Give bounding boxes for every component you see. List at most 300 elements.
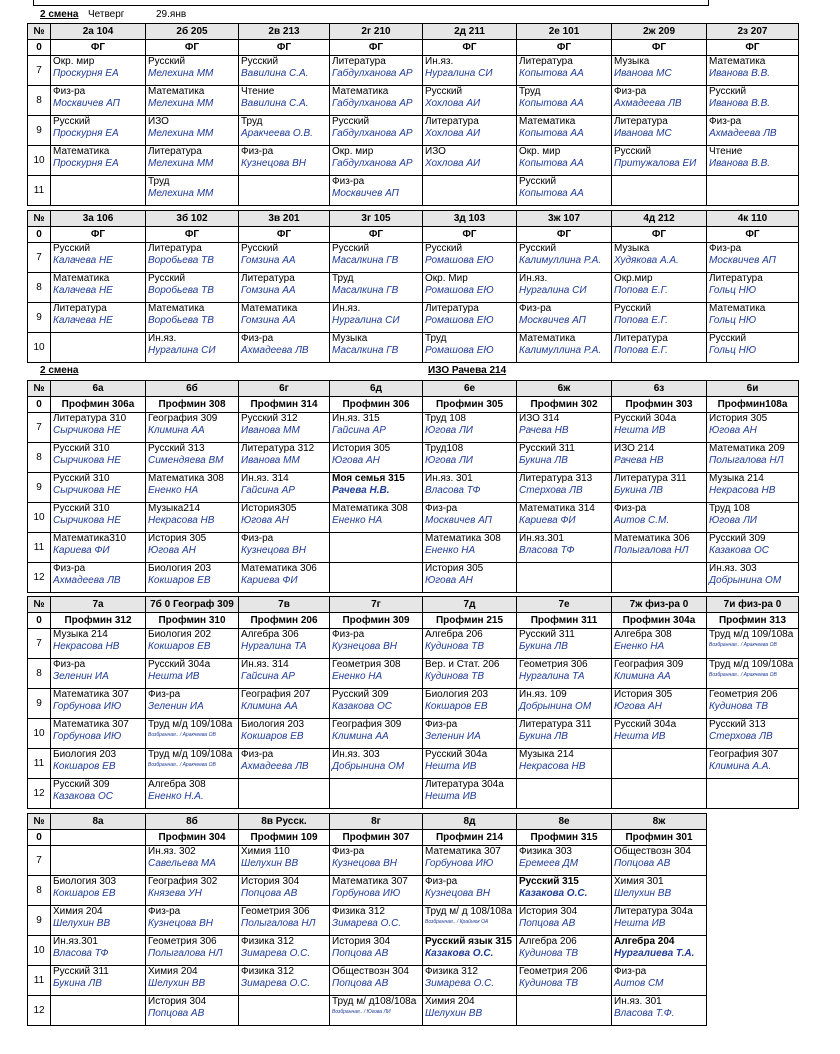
teacher-label: Югова АН	[148, 545, 196, 556]
lesson-cell	[517, 719, 612, 749]
zero-lesson-cell: Профмин 310	[146, 613, 239, 629]
teacher-label: Ромашова ЕЮ	[425, 255, 494, 266]
lesson-number: 12	[28, 779, 51, 809]
subject-label: Ин.яз.301	[519, 533, 564, 544]
lesson-cell	[423, 86, 517, 116]
zero-lesson-cell: Профмин 303	[612, 397, 707, 413]
zero-lesson-cell: Профмин 306а	[51, 397, 146, 413]
lesson-row	[28, 906, 707, 936]
teacher-label: Зимарева О.С.	[241, 978, 311, 989]
teacher-label: Габдулханова АР	[332, 128, 413, 139]
teacher-label: Возбранная.. / Югова ЛИ	[332, 1009, 391, 1015]
subject-label: Русский	[241, 56, 279, 67]
subject-label: Ин.яз.301	[53, 936, 98, 947]
teacher-label: Кокшаров ЕВ	[53, 761, 116, 772]
teacher-label: Нургалина СИ	[332, 315, 400, 326]
subject-label: Русский	[614, 303, 652, 314]
subject-label: Музыка	[614, 56, 650, 67]
subject-label: Алгебра 308	[148, 779, 206, 790]
teacher-label: Югова ЛИ	[425, 455, 473, 466]
teacher-label: Гайсина АР	[332, 425, 386, 436]
teacher-label: Нешта ИВ	[425, 791, 477, 802]
subject-label: Алгебра 206	[425, 629, 483, 640]
lesson-number: 8	[28, 273, 51, 303]
subject-label: Физика 312	[425, 966, 478, 977]
lesson-cell	[423, 303, 517, 333]
subject-label: Физ-ра	[241, 146, 274, 157]
teacher-label: Попова Е.Г.	[614, 345, 668, 356]
subject-label: Музыка 214	[709, 473, 764, 484]
teacher-label: Калимуллина Р.А.	[519, 255, 602, 266]
lesson-number: 7	[28, 56, 51, 86]
subject-label: История 305	[709, 413, 768, 424]
lesson-row	[28, 563, 799, 593]
teacher-label: Нешта ИВ	[425, 761, 477, 772]
teacher-label: Казакова О.С.	[519, 888, 588, 899]
subject-label: Физ-ра	[332, 846, 365, 857]
teacher-label: Мелехина ММ	[148, 128, 214, 139]
teacher-label: Югова АН	[332, 455, 380, 466]
lesson-cell	[239, 303, 330, 333]
subject-label: Труд м/д 109/108а	[709, 629, 794, 640]
teacher-label: Нешта ИВ	[614, 425, 666, 436]
subject-label: Литература	[614, 333, 668, 344]
subject-label: Ин.яз. 314	[241, 473, 289, 484]
lesson-cell	[146, 303, 239, 333]
teacher-label: Нургалиева Т.А.	[614, 948, 695, 959]
subject-label: Математика310	[53, 533, 127, 544]
lesson-number: 11	[28, 533, 51, 563]
lesson-row	[28, 966, 707, 996]
subject-label	[332, 779, 422, 791]
lesson-cell	[707, 719, 799, 749]
lesson-cell	[51, 503, 146, 533]
subject-label: Физ-ра	[148, 906, 181, 917]
teacher-label	[53, 1008, 145, 1020]
lesson-cell	[330, 629, 423, 659]
lesson-row	[28, 473, 799, 503]
teacher-label: Попцова АВ	[614, 858, 671, 869]
subject-label: Ин.яз. 109	[519, 689, 567, 700]
lesson-cell	[330, 876, 423, 906]
lesson-number: 10	[28, 719, 51, 749]
lesson-cell	[612, 659, 707, 689]
lesson-cell	[330, 689, 423, 719]
subject-label: Русский 313	[709, 719, 766, 730]
teacher-label: Нургалина СИ	[519, 285, 587, 296]
teacher-label: Гомзина АА	[241, 255, 296, 266]
lesson-cell	[330, 936, 423, 966]
lesson-number: 9	[28, 303, 51, 333]
teacher-label: Кокшаров ЕВ	[425, 701, 488, 712]
teacher-label: Рачева НВ	[519, 425, 569, 436]
subject-label: Русский	[241, 243, 279, 254]
teacher-label: Воробьева ТВ	[148, 285, 214, 296]
class-header: 4д 212	[612, 211, 707, 227]
teacher-label: Букина ЛВ	[614, 485, 663, 496]
lesson-cell	[239, 563, 330, 593]
teacher-label: Аитов СМ	[614, 978, 664, 989]
zero-lesson-cell: ФГ	[51, 40, 146, 56]
lesson-cell	[239, 719, 330, 749]
lesson-cell	[517, 86, 612, 116]
lesson-number-header: №	[28, 381, 51, 397]
class-header: 2е 101	[517, 24, 612, 40]
lesson-cell	[330, 779, 423, 809]
teacher-label	[614, 188, 706, 200]
subject-label: ИЗО 314	[519, 413, 560, 424]
teacher-label: Югова АН	[614, 701, 662, 712]
lesson-number: 8	[28, 86, 51, 116]
teacher-label: Югова ЛИ	[709, 515, 757, 526]
subject-label	[53, 996, 145, 1008]
class-header: 6г	[239, 381, 330, 397]
teacher-label: Савельева МА	[148, 858, 216, 869]
lesson-cell	[239, 876, 330, 906]
teacher-label: Князева УН	[148, 888, 202, 899]
teacher-label	[519, 1008, 611, 1020]
subject-label: Математика 308	[425, 533, 501, 544]
subject-label: Ин.яз. 315	[332, 413, 380, 424]
teacher-label: Сырчикова НЕ	[53, 515, 121, 526]
subject-label: География 309	[148, 413, 218, 424]
teacher-label: Казакова ОС	[709, 545, 769, 556]
subject-label: История 305	[332, 443, 391, 454]
subject-label: ИЗО	[148, 116, 169, 127]
subject-label: Труд	[148, 176, 170, 187]
subject-label: Химия 204	[53, 906, 103, 917]
zero-lesson-cell: ФГ	[612, 40, 707, 56]
zero-lesson-cell: Профмин 109	[239, 830, 330, 846]
subject-label	[614, 176, 706, 188]
lesson-cell	[423, 749, 517, 779]
lesson-cell	[330, 146, 423, 176]
lesson-cell	[51, 176, 146, 206]
subject-label: География 309	[332, 719, 402, 730]
lesson-number-header: №	[28, 814, 51, 830]
lesson-cell	[51, 779, 146, 809]
teacher-label: Некрасова НВ	[519, 761, 586, 772]
lesson-cell	[423, 659, 517, 689]
zero-lesson-cell: ФГ	[707, 40, 799, 56]
zero-lesson-cell: Профмин 315	[517, 830, 612, 846]
lesson-cell	[423, 779, 517, 809]
lesson-cell	[707, 413, 799, 443]
subject-label: Физ-ра	[709, 116, 742, 127]
lesson-cell	[423, 273, 517, 303]
teacher-label: Горбунова ИЮ	[53, 731, 122, 742]
subject-label: Математика	[332, 86, 389, 97]
subject-label: Литература	[241, 273, 295, 284]
subject-label: Чтение	[709, 146, 743, 157]
teacher-label: Букина ЛВ	[519, 731, 568, 742]
lesson-number: 9	[28, 116, 51, 146]
subject-label: Физ-ра	[241, 333, 274, 344]
teacher-label	[519, 791, 611, 803]
timetable-block-1	[27, 23, 799, 206]
lesson-number: 10	[28, 503, 51, 533]
teacher-label: Климина АА	[148, 425, 205, 436]
subject-label: Физ-ра	[241, 533, 274, 544]
subject-label: Биология 203	[241, 719, 305, 730]
lesson-cell	[707, 86, 799, 116]
lesson-number: 12	[28, 563, 51, 593]
lesson-cell	[423, 56, 517, 86]
teacher-label: Ромашова ЕЮ	[425, 345, 494, 356]
subject-label	[425, 176, 516, 188]
lesson-number: 7	[28, 846, 51, 876]
lesson-cell	[517, 533, 612, 563]
lesson-number: 0	[28, 830, 51, 846]
lesson-cell	[707, 629, 799, 659]
subject-label: Окр. Мир	[425, 273, 468, 284]
subject-label: Физ-ра	[614, 966, 647, 977]
lesson-cell	[330, 443, 423, 473]
subject-label: Литература 304а	[614, 906, 693, 917]
subject-label: Физика 312	[332, 906, 385, 917]
lesson-cell	[51, 906, 146, 936]
lesson-cell	[330, 333, 423, 363]
lesson-cell	[612, 563, 707, 593]
subject-label: Физ-ра	[614, 86, 647, 97]
subject-label: Литература 310	[53, 413, 127, 424]
day-label: Четверг	[88, 9, 125, 20]
lesson-cell	[330, 503, 423, 533]
lesson-cell	[707, 503, 799, 533]
lesson-cell	[707, 116, 799, 146]
subject-label: Ин.яз. 302	[148, 846, 196, 857]
lesson-cell	[612, 473, 707, 503]
subject-label: Русский	[332, 116, 370, 127]
lesson-cell	[612, 689, 707, 719]
subject-label: Русский	[148, 273, 186, 284]
lesson-row	[28, 689, 799, 719]
zero-lesson-cell: ФГ	[146, 227, 239, 243]
lesson-cell	[330, 996, 423, 1026]
lesson-cell	[239, 966, 330, 996]
class-header: 6д	[330, 381, 423, 397]
teacher-label: Калачева НЕ	[53, 255, 113, 266]
lesson-cell	[517, 503, 612, 533]
lesson-cell	[707, 56, 799, 86]
zero-lesson-cell: Профмин108а	[707, 397, 799, 413]
subject-label: Труд м/д 109/108а	[148, 719, 233, 730]
teacher-label: Некрасова НВ	[148, 515, 215, 526]
subject-label: Труд108	[425, 443, 464, 454]
lesson-cell	[423, 413, 517, 443]
lesson-number: 10	[28, 333, 51, 363]
lesson-cell	[517, 273, 612, 303]
lesson-cell	[423, 333, 517, 363]
lesson-cell	[707, 146, 799, 176]
subject-label: Геометрия 306	[519, 659, 588, 670]
teacher-label: Ененко НА	[332, 515, 383, 526]
teacher-label: Хохлова АИ	[425, 128, 481, 139]
lesson-cell	[423, 503, 517, 533]
lesson-cell	[146, 176, 239, 206]
teacher-label: Ененко НА	[425, 545, 476, 556]
lesson-number: 8	[28, 659, 51, 689]
subject-label: Обществозн 304	[332, 966, 409, 977]
subject-label: Окр. мир	[519, 146, 561, 157]
subject-label	[241, 996, 329, 1008]
timetable-block-4	[27, 596, 799, 809]
class-header: 7ж физ-ра 0	[612, 597, 707, 613]
subject-label: Физика 312	[241, 936, 294, 947]
zero-lesson-cell: Профмин 312	[51, 613, 146, 629]
teacher-label: Нургалина СИ	[148, 345, 216, 356]
lesson-cell	[612, 146, 707, 176]
subject-label: Музыка214	[148, 503, 201, 514]
subject-label: Химия 204	[148, 966, 198, 977]
lesson-number: 10	[28, 146, 51, 176]
lesson-cell	[517, 966, 612, 996]
subject-label: Биология 202	[148, 629, 212, 640]
teacher-label: Москвичев АП	[425, 515, 492, 526]
lesson-zero-row	[28, 227, 799, 243]
teacher-label: Еремеев ДМ	[519, 858, 579, 869]
subject-label: Математика	[519, 116, 576, 127]
lesson-cell	[51, 86, 146, 116]
teacher-label: Кариева ФИ	[241, 575, 298, 586]
lesson-cell	[612, 779, 707, 809]
lesson-cell	[51, 563, 146, 593]
teacher-label: Хохлова АИ	[425, 98, 481, 109]
teacher-label: Масалкина ГВ	[332, 285, 399, 296]
subject-label: Труд 108	[425, 413, 466, 424]
teacher-label	[332, 545, 422, 557]
subject-label: Русский 310	[53, 503, 110, 514]
subject-label	[614, 563, 706, 575]
subject-label: Русский	[709, 333, 747, 344]
teacher-label	[709, 188, 798, 200]
teacher-label: Проскурня ЕА	[53, 158, 119, 169]
lesson-number: 11	[28, 176, 51, 206]
subject-label	[709, 779, 798, 791]
subject-label: Труд	[332, 273, 354, 284]
teacher-label: Попцова АВ	[148, 1008, 205, 1019]
zero-lesson-cell: ФГ	[146, 40, 239, 56]
teacher-label: Копытова АА	[519, 158, 584, 169]
lesson-cell	[51, 333, 146, 363]
subject-label: Физ-ра	[53, 659, 86, 670]
subject-label: Математика	[709, 303, 766, 314]
teacher-label: Горбунова ИЮ	[332, 888, 401, 899]
lesson-cell	[423, 243, 517, 273]
subject-label: Ин.яз.	[519, 273, 548, 284]
subject-label: Физ-ра	[241, 749, 274, 760]
lesson-number: 7	[28, 243, 51, 273]
lesson-cell	[146, 719, 239, 749]
subject-label: Математика 307	[332, 876, 408, 887]
lesson-cell	[239, 659, 330, 689]
teacher-label: Попцова АВ	[241, 888, 298, 899]
lesson-cell	[146, 273, 239, 303]
lesson-row	[28, 56, 799, 86]
lesson-cell	[330, 846, 423, 876]
lesson-number: 7	[28, 629, 51, 659]
lesson-cell	[239, 779, 330, 809]
teacher-label: Ахмадеева ЛВ	[241, 761, 309, 772]
subject-label: Математика 209	[709, 443, 785, 454]
subject-label: История 305	[614, 689, 673, 700]
zero-lesson-cell: Профмин 305	[423, 397, 517, 413]
lesson-cell	[612, 116, 707, 146]
lesson-cell	[146, 629, 239, 659]
class-header: 8в Русск.	[239, 814, 330, 830]
subject-label: Физ-ра	[614, 503, 647, 514]
shift-note: 2 смена	[40, 365, 79, 376]
subject-label: Музыка 214	[53, 629, 108, 640]
class-header-row	[28, 597, 799, 613]
teacher-label: Попцова АВ	[332, 948, 389, 959]
subject-label: Труд м/д 109/108а	[709, 659, 794, 670]
lesson-cell	[707, 563, 799, 593]
subject-label: Алгебра 306	[241, 629, 299, 640]
subject-label: Физ-ра	[53, 563, 86, 574]
lesson-cell	[146, 443, 239, 473]
subject-label: Математика	[148, 86, 205, 97]
teacher-label: Гольц НЮ	[709, 345, 757, 356]
subject-label: Ин.яз. 303	[709, 563, 757, 574]
teacher-label: Иванова ММ	[241, 425, 300, 436]
teacher-label: Габдулханова АР	[332, 68, 413, 79]
subject-label: Математика	[148, 303, 205, 314]
subject-label: Физ-ра	[425, 503, 458, 514]
teacher-label: Горбунова ИЮ	[53, 701, 122, 712]
lesson-cell	[423, 443, 517, 473]
teacher-label: Югова АН	[709, 425, 757, 436]
lesson-cell	[51, 443, 146, 473]
lesson-cell	[517, 116, 612, 146]
teacher-label	[241, 188, 329, 200]
lesson-row	[28, 503, 799, 533]
subject-label: Русский 310	[53, 443, 110, 454]
lesson-cell	[612, 749, 707, 779]
subject-label: Вер. и Стат. 206	[425, 659, 500, 670]
timetable-block-5	[27, 813, 707, 1026]
subject-label: Русский	[332, 243, 370, 254]
teacher-label: Иванова МС	[614, 128, 672, 139]
lesson-row	[28, 779, 799, 809]
zero-lesson-cell: Профмин 302	[517, 397, 612, 413]
class-header: 6а	[51, 381, 146, 397]
lesson-cell	[239, 333, 330, 363]
teacher-label: Зимарева О.С.	[241, 948, 311, 959]
subject-label: Русский 311	[519, 629, 575, 640]
subject-label: Окр. мир	[53, 56, 95, 67]
lesson-cell	[707, 659, 799, 689]
subject-label: Физика 312	[241, 966, 294, 977]
shift-label: 2 смена	[40, 9, 79, 20]
teacher-label: Ромашова ЕЮ	[425, 285, 494, 296]
teacher-label: Казакова ОС	[53, 791, 113, 802]
teacher-label: Гольц НЮ	[709, 285, 757, 296]
lesson-row	[28, 176, 799, 206]
subject-label: Геометрия 206	[709, 689, 778, 700]
teacher-label: Кокшаров ЕВ	[148, 575, 211, 586]
subject-label: Ин.яз.	[332, 303, 361, 314]
subject-label: Литература 311	[614, 473, 687, 484]
lesson-cell	[239, 176, 330, 206]
class-header: 2ж 209	[612, 24, 707, 40]
teacher-label: Копытова АА	[519, 188, 584, 199]
subject-label: Математика 307	[53, 689, 129, 700]
lesson-cell	[239, 629, 330, 659]
subject-label: Ин.яз. 301	[614, 996, 662, 1007]
lesson-cell	[423, 906, 517, 936]
lesson-cell	[517, 333, 612, 363]
